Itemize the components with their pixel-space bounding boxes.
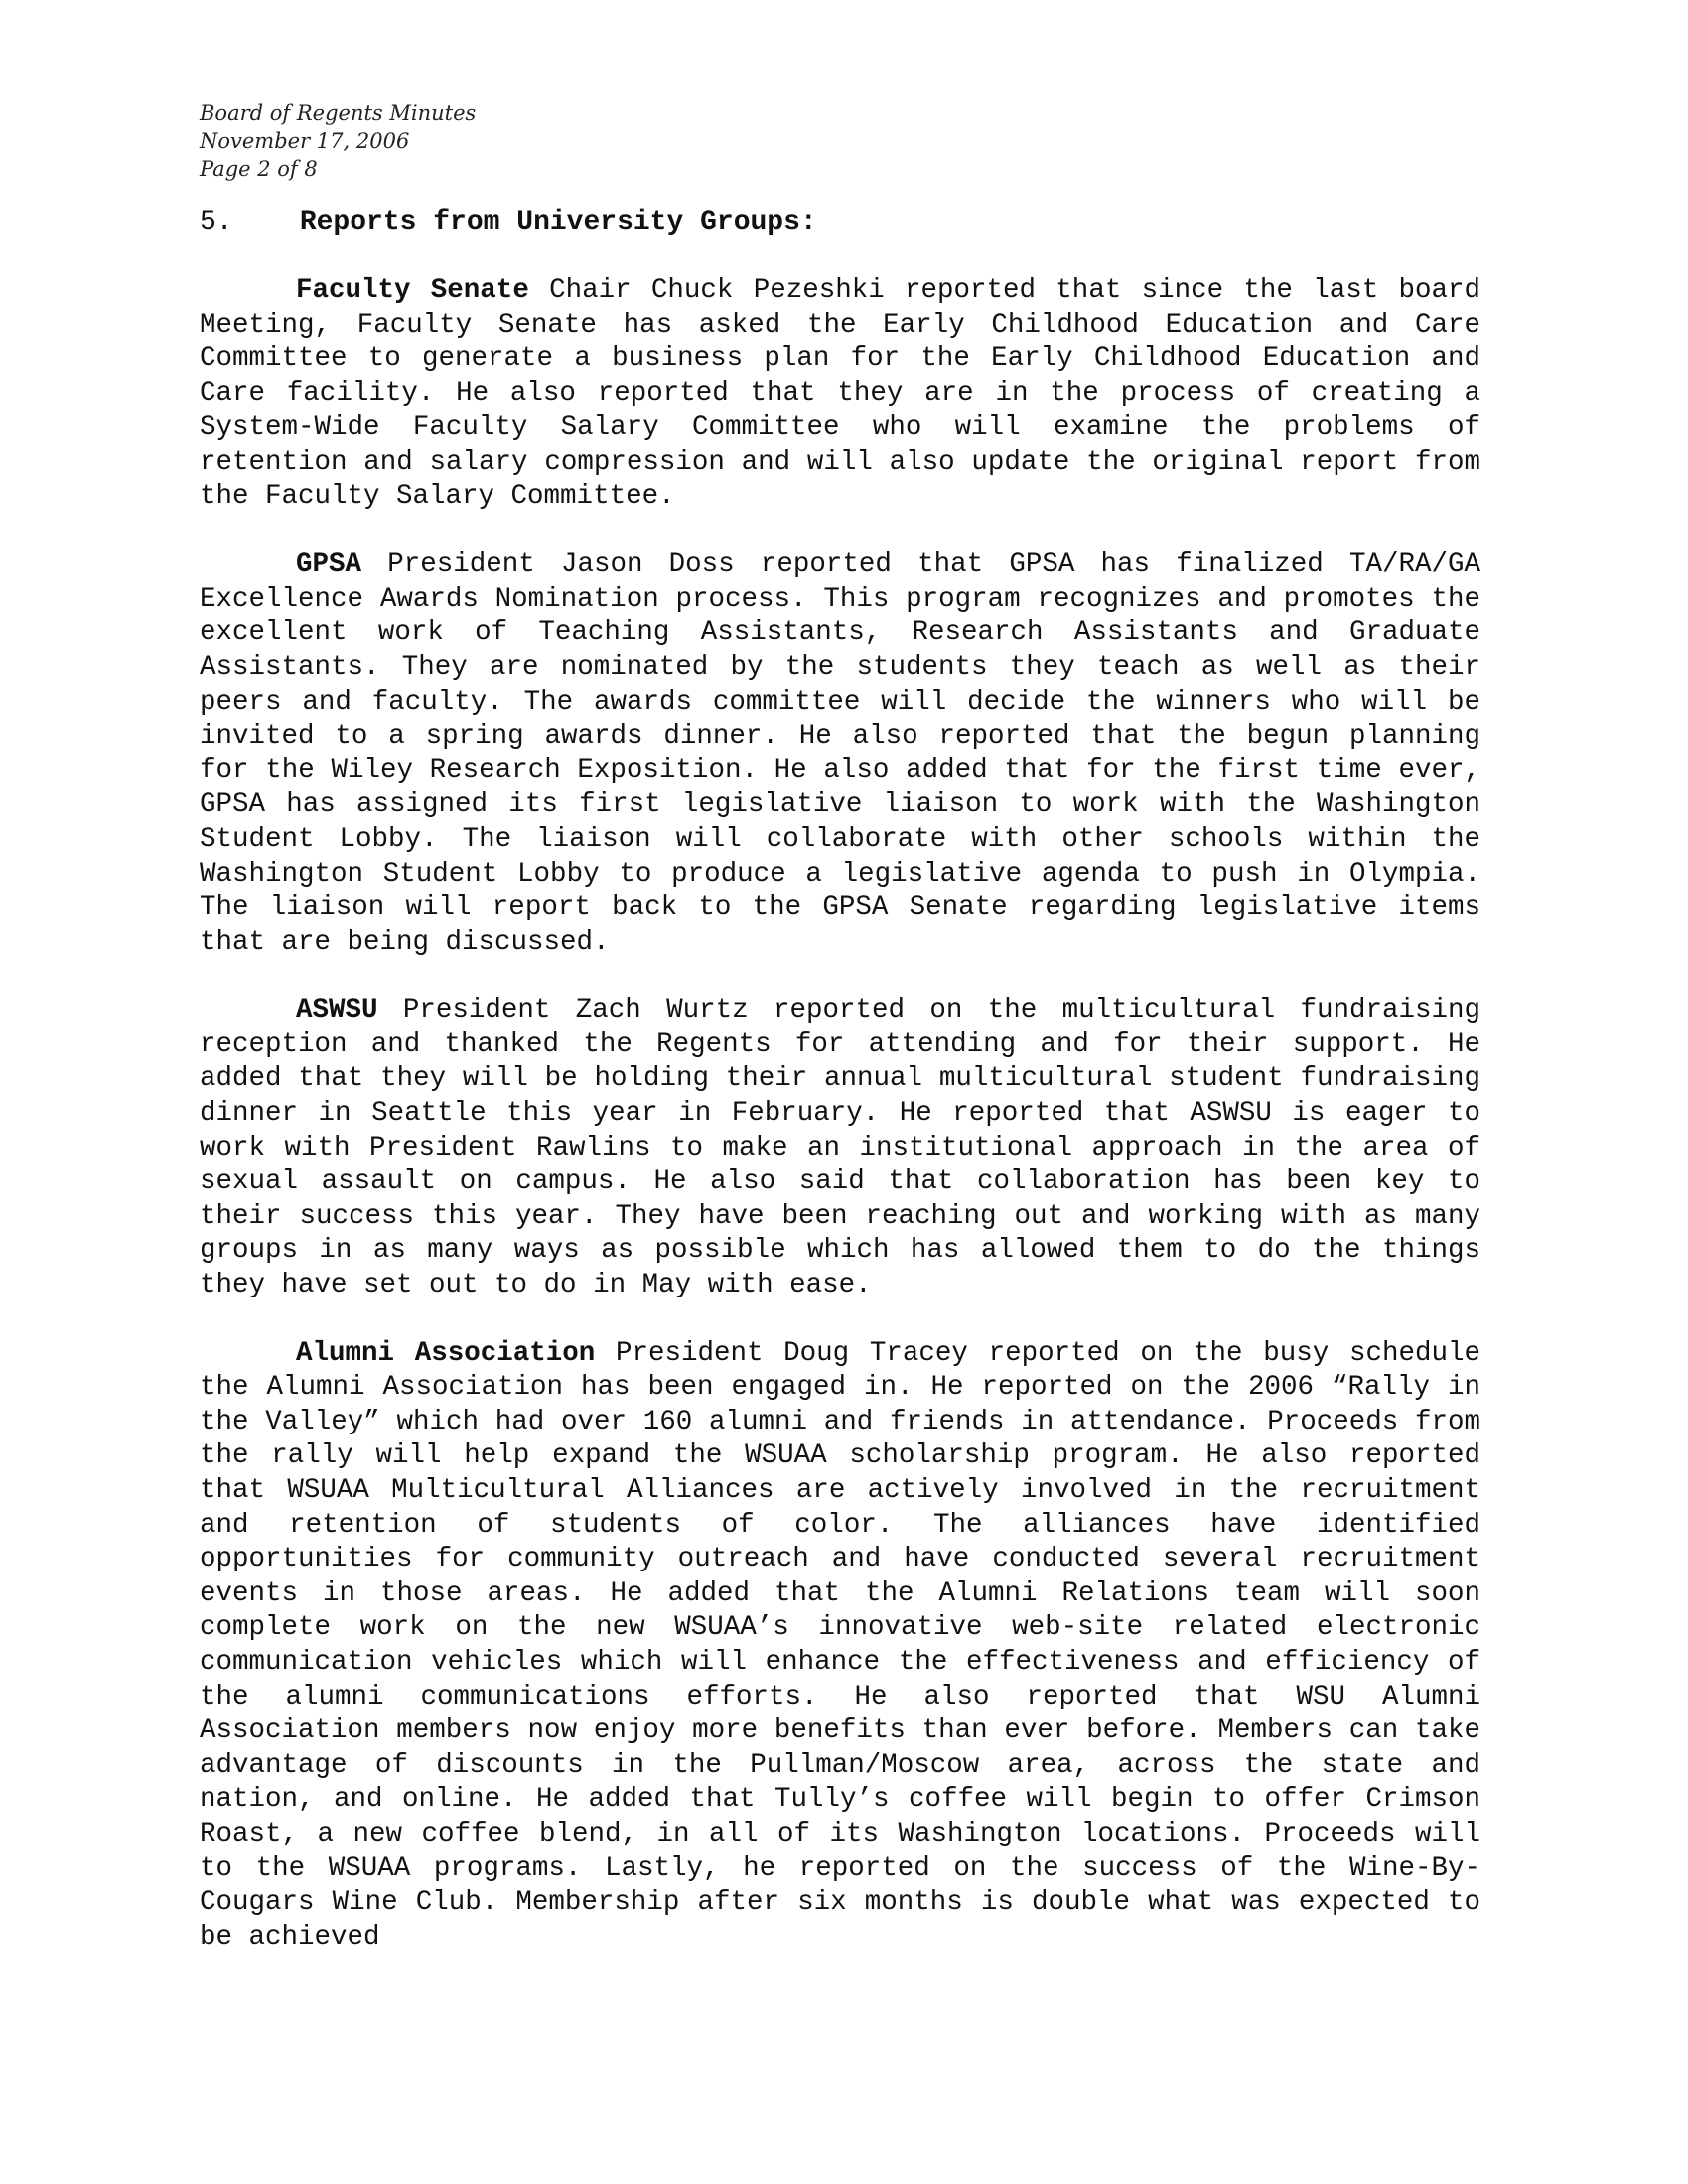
paragraph-lead: GPSA <box>296 549 362 581</box>
paragraph-lead: Alumni Association <box>296 1337 596 1369</box>
header-page-number: Page 2 of 8 <box>200 157 318 181</box>
section-heading <box>200 206 1480 240</box>
paragraph-lead: Faculty Senate <box>296 275 529 306</box>
paragraph-body: Chair Chuck Pezeshki reported that since the last board Meeting, Faculty Senate has asked the Early Childhood Education and Care Committee to generate a business plan for the Early Childhood Education and Care facility. He also reported that they are in the process of creating a System-Wide Faculty Salary Committee who will examine the problems of retention and salary compression and will also update the original report from the Faculty Salary Committee. <box>200 275 1480 512</box>
paragraph-body: President Doug Tracey reported on the busy schedule the Alumni Association has been engaged in. He reported on the 2006 “Rally in the Valley” which had over 160 alumni and friends in attendance. Proceeds from the rally will help expand the WSUAA scholarship program. He also reported that WSUAA Multicultural Alliances are actively involved in the recruitment and retention of students of color. The alliances have identified opportunities for community outreach and have conducted several recruitment events in those areas. He added that the Alumni Relations team will soon complete work on the new WSUAA’s innovative web-site related electronic communication vehicles which will enhance the effectiveness and efficiency of the alumni communications efforts. He also reported that WSU Alumni Association members now enjoy more benefits than ever before. Members can take advantage of discounts in the Pullman/Moscow area, across the state and nation, and online. He added that Tully’s coffee will begin to offer Crimson Roast, a new coffee blend, in all of its Washington locations. Proceeds will to the WSUAA programs. Lastly, he reported on the success of the Wine-By-Cougars Wine Club. Membership after six months is double what was expected to be achieved <box>200 1337 1480 1953</box>
page-header <box>200 99 1480 183</box>
document-page <box>200 99 1480 1988</box>
paragraph-lead: ASWSU <box>296 995 378 1026</box>
paragraph-alumni-association <box>200 1337 1480 1956</box>
paragraph-body: President Jason Doss reported that GPSA has finalized TA/RA/GA Excellence Awards Nomination process. This program recognizes and promotes the excellent work of Teaching Assistants, Research Assistants and Graduate Assistants. They are nominated by the students they teach as well as their peers and faculty. The awards committee will decide the winners who will be invited to a spring awards dinner. He also reported that the begun planning for the Wiley Research Exposition. He also added that for the first time ever, GPSA has assigned its first legislative liaison to work with the Washington Student Lobby. The liaison will collaborate with other schools within the Washington Student Lobby to produce a legislative agenda to push in Olympia. The liaison will report back to the GPSA Senate regarding legislative items that are being discussed. <box>200 549 1480 958</box>
header-title: Board of Regents Minutes <box>200 101 477 125</box>
paragraph-gpsa <box>200 548 1480 960</box>
paragraph-aswsu <box>200 994 1480 1302</box>
header-date: November 17, 2006 <box>200 129 410 153</box>
paragraph-faculty-senate <box>200 274 1480 514</box>
section-title: Reports from University Groups: <box>299 207 817 238</box>
section-number: 5. <box>200 207 233 238</box>
paragraph-body: President Zach Wurtz reported on the multicultural fundraising reception and thanked the Regents for attending and for their support. He added that they will be holding their annual multicultural student fundraising dinner in Seattle this year in February. He reported that ASWSU is eager to work with President Rawlins to make an institutional approach in the area of sexual assault on campus. He also said that collaboration has been key to their success this year. They have been reaching out and working with as many groups in as many ways as possible which has allowed them to do the things they have set out to do in May with ease. <box>200 995 1480 1301</box>
